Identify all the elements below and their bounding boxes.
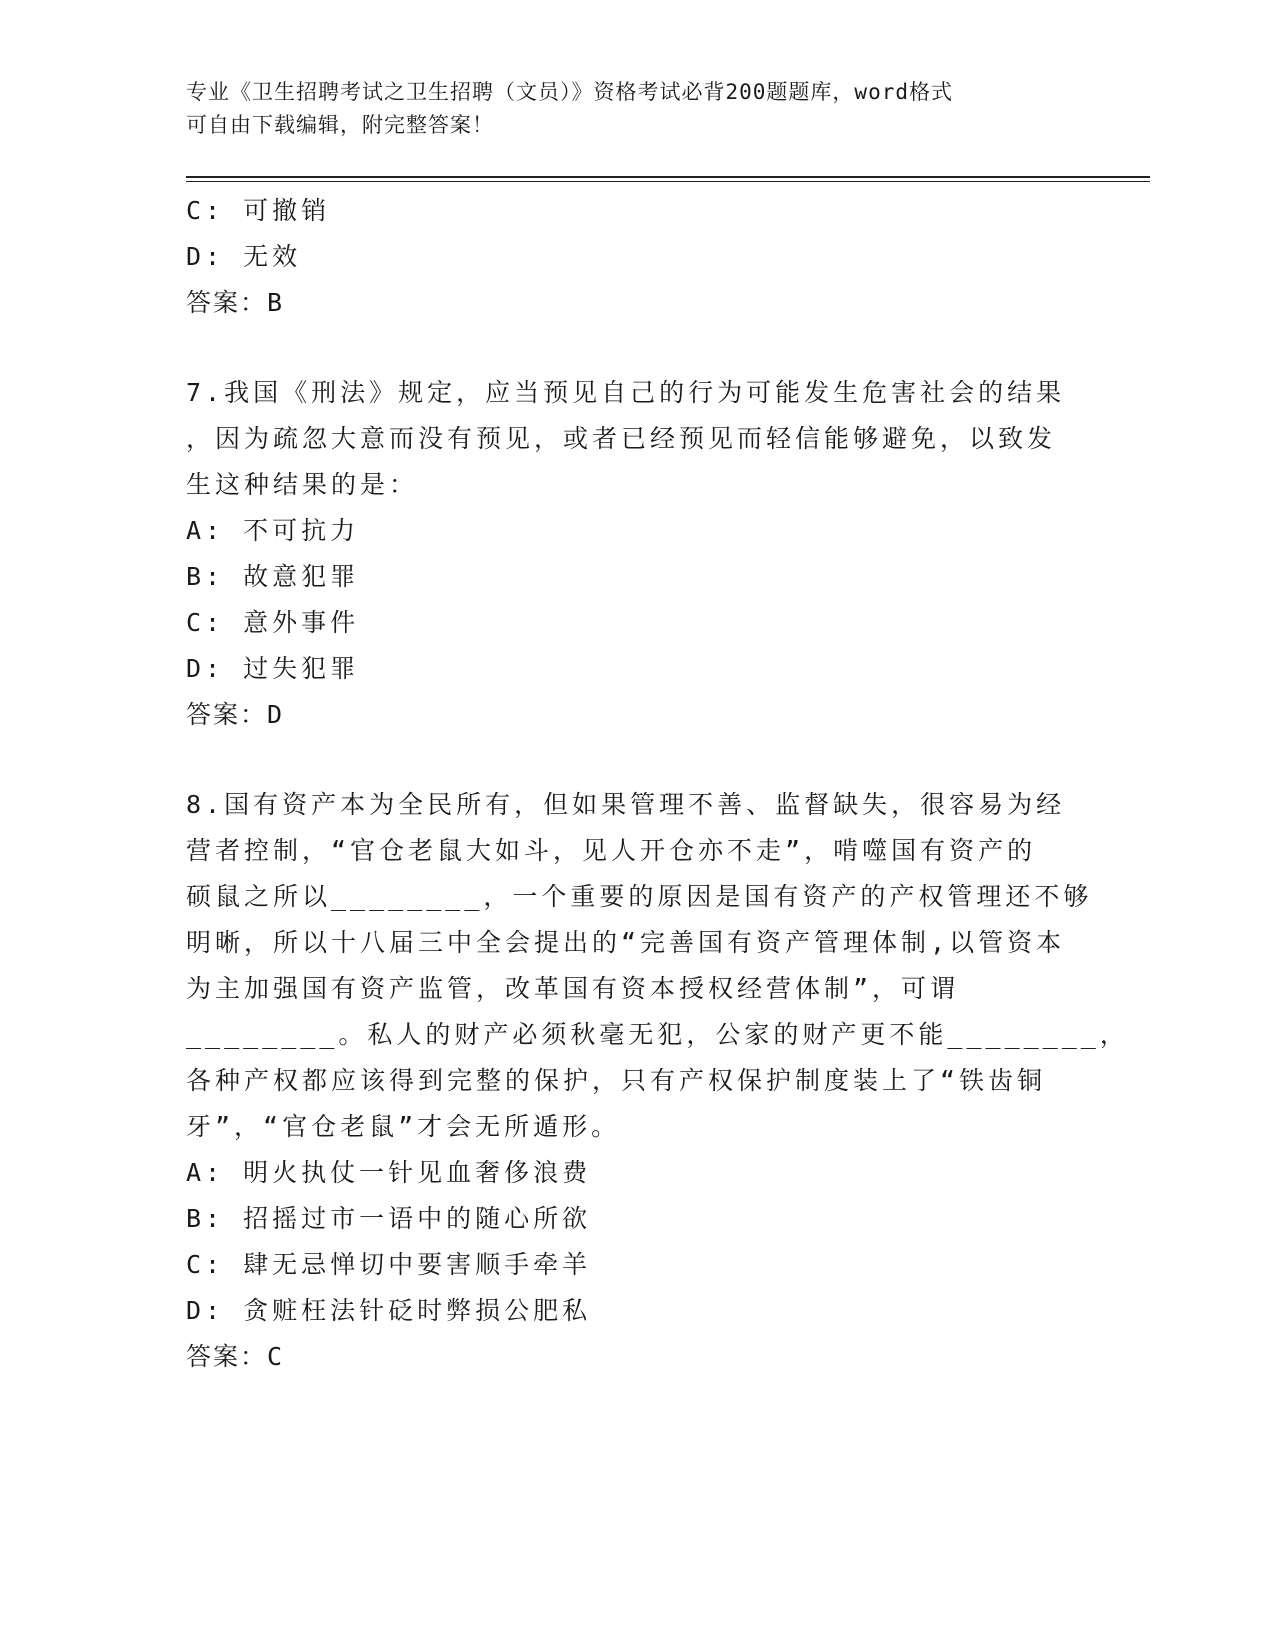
question-text-line: 硕鼠之所以________，一个重要的原因是国有资产的产权管理还不够 xyxy=(186,882,1093,911)
option-c: C: 意外事件 xyxy=(186,608,360,637)
question-text-line: ________。私人的财产必须秋毫无犯，公家的财产更不能________， xyxy=(186,1020,1129,1049)
answer: 答案：C xyxy=(186,1342,285,1371)
header-line-1: 专业《卫生招聘考试之卫生招聘（文员）》资格考试必背200题题库，word格式 xyxy=(186,80,953,104)
document-header xyxy=(186,76,1066,142)
option-a: A: 明火执仗一针见血奢侈浪费 xyxy=(186,1158,592,1187)
question-7 xyxy=(186,370,1086,738)
option-b: B: 招摇过市一语中的随心所欲 xyxy=(186,1204,592,1233)
question-6-tail xyxy=(186,188,1086,326)
question-text-line: 7.我国《刑法》规定，应当预见自己的行为可能发生危害社会的结果 xyxy=(186,378,1066,407)
header-divider-thin xyxy=(186,181,1150,182)
header-line-2: 可自由下载编辑，附完整答案！ xyxy=(186,113,494,137)
answer: 答案：D xyxy=(186,700,285,729)
question-text-line: 营者控制，“官仓老鼠大如斗，见人开仓亦不走”，啃噬国有资产的 xyxy=(186,836,1037,865)
option-a: A: 不可抗力 xyxy=(186,516,360,545)
question-text-line: 明晰，所以十八届三中全会提出的“完善国有资产管理体制,以管资本 xyxy=(186,928,1066,957)
question-text-line: 生这种结果的是： xyxy=(186,470,419,499)
option-b: B: 故意犯罪 xyxy=(186,562,360,591)
answer: 答案：B xyxy=(186,288,285,317)
question-text-line: 8.国有资产本为全民所有，但如果管理不善、监督缺失，很容易为经 xyxy=(186,790,1066,819)
option-d: D: 无效 xyxy=(186,242,302,271)
option-d: D: 过失犯罪 xyxy=(186,654,360,683)
option-d: D: 贪赃枉法针砭时弊损公肥私 xyxy=(186,1296,592,1325)
question-content xyxy=(186,188,1129,1380)
question-text-line: ，因为疏忽大意而没有预见，或者已经预见而轻信能够避免，以致发 xyxy=(186,424,1057,453)
question-text-line: 为主加强国有资产监管，改革国有资本授权经营体制”，可谓 xyxy=(186,974,960,1003)
question-text-line: 牙”，“官仓老鼠”才会无所遁形。 xyxy=(186,1112,621,1141)
question-8 xyxy=(186,782,1129,1380)
option-c: C: 肆无忌惮切中要害顺手牵羊 xyxy=(186,1250,592,1279)
option-c: C: 可撤销 xyxy=(186,196,331,225)
question-text-line: 各种产权都应该得到完整的保护，只有产权保护制度装上了“铁齿铜 xyxy=(186,1066,1047,1095)
header-divider-thick xyxy=(186,176,1150,178)
